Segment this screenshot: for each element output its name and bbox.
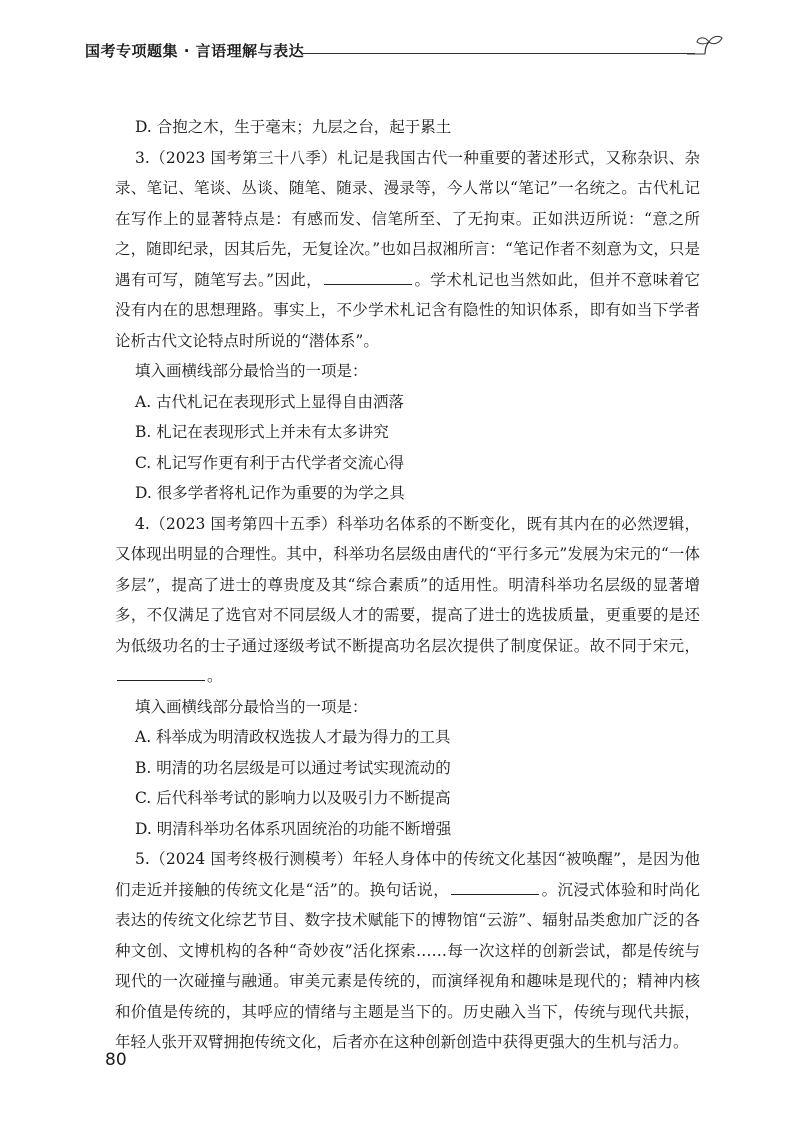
header-title: 国考专项题集 · 言语理解与表达	[85, 42, 305, 60]
q3-text-after: 。学术札记也当然如此，但并不意味着它没有内在的思想理路。事实上，不少学术札记含有隐性的知识体系，即有如当下学者论析古代文论特点时所说的“潜体系”。	[115, 270, 700, 350]
q4-prompt: 填入画横线部分最恰当的一项是：	[135, 697, 368, 716]
q5-blank	[451, 876, 539, 895]
q4-text-before: 4.（2023 国考第四十五季）科举功名体系的不断变化，既有其内在的必然逻辑，又体现出明显的合理性。其中，科举功名层级由唐代的“平行多元”发展为宋元的“一体多层”，提高了进士的尊贵度及其“综合素质”的适用性。明清科举功名层级的显著增多，不仅满足了选官对不同层级人才的需要，提高了进士的选拔质量，更重要的是还为低级功名的士子通过逐级考试不断提高功名层次提供了制度保证。故不同于宋元，	[115, 514, 700, 655]
page-content	[115, 112, 700, 1058]
q3-option-c: C. 札记写作更有利于古代学者交流心得	[135, 453, 405, 472]
question-4	[115, 509, 700, 692]
header-rule	[303, 53, 695, 54]
page-header	[85, 34, 725, 66]
q3-option-d: D. 很多学者将札记作为重要的为学之具	[135, 484, 405, 502]
q4-text-after: 。	[207, 667, 223, 685]
q5-text-after: 。沉浸式体验和时尚化表达的传统文化综艺节目、数字技术赋能下的博物馆“云游”、辐射品类愈加广泛的各种文创、文博机构的各种“奇妙夜”活化探索……每一次这样的创新尝试，都是传统与现代的一次碰撞与融通。审美元素是传统的，而演绎视角和趣味是现代的；精神内核和价值是传统的，其呼应的情绪与主题是当下的。历史融入当下，传统与现代共振，年轻人张开双臂拥抱传统文化，后者亦在这种创新创造中获得更强大的生机与活力。	[115, 880, 700, 1051]
q5-text-before: 5.（2024 国考终极行测模考）年轻人身体中的传统文化基因“被唤醒”，是因为他们走近并接触的传统文化是“活”的。换句话说，	[115, 850, 700, 899]
prev-option-d: D. 合抱之木，生于毫末；九层之台，起于累土	[135, 118, 452, 136]
q4-option-d: D. 明清科举功名体系巩固统治的功能不断增强	[135, 819, 452, 838]
q4-option-b: B. 明清的功名层级是可以通过考试实现流动的	[135, 758, 451, 777]
q3-prompt: 填入画横线部分最恰当的一项是：	[135, 362, 368, 380]
q3-option-a: A. 古代札记在表现形式上显得自由洒落	[135, 392, 405, 411]
sprout-icon	[685, 34, 725, 66]
q4-option-c: C. 后代科举考试的影响力以及吸引力不断提高	[135, 789, 451, 807]
q3-option-b: B. 札记在表现形式上并未有太多讲究	[135, 423, 389, 441]
q3-blank	[324, 266, 412, 285]
q4-option-a: A. 科举成为明清政权选拔人才最为得力的工具	[135, 728, 451, 746]
question-5	[115, 844, 700, 1058]
page-number: 80	[105, 1050, 127, 1070]
q3-text-before: 3.（2023 国考第三十八季）札记是我国古代一种重要的著述形式，又称杂识、杂录、笔记、笔谈、丛谈、随笔、随录、漫录等，今人常以“笔记”一名统之。古代札记在写作上的显著特点是：有感而发、信笔所至、了无拘束。正如洪迈所说：“意之所之，随即纪录，因其后先，无复诠次。”也如吕叔湘所言：“笔记作者不刻意为文，只是遇有可写，随笔写去。”因此，	[115, 148, 700, 289]
question-3	[115, 143, 700, 357]
q4-blank	[117, 662, 205, 681]
